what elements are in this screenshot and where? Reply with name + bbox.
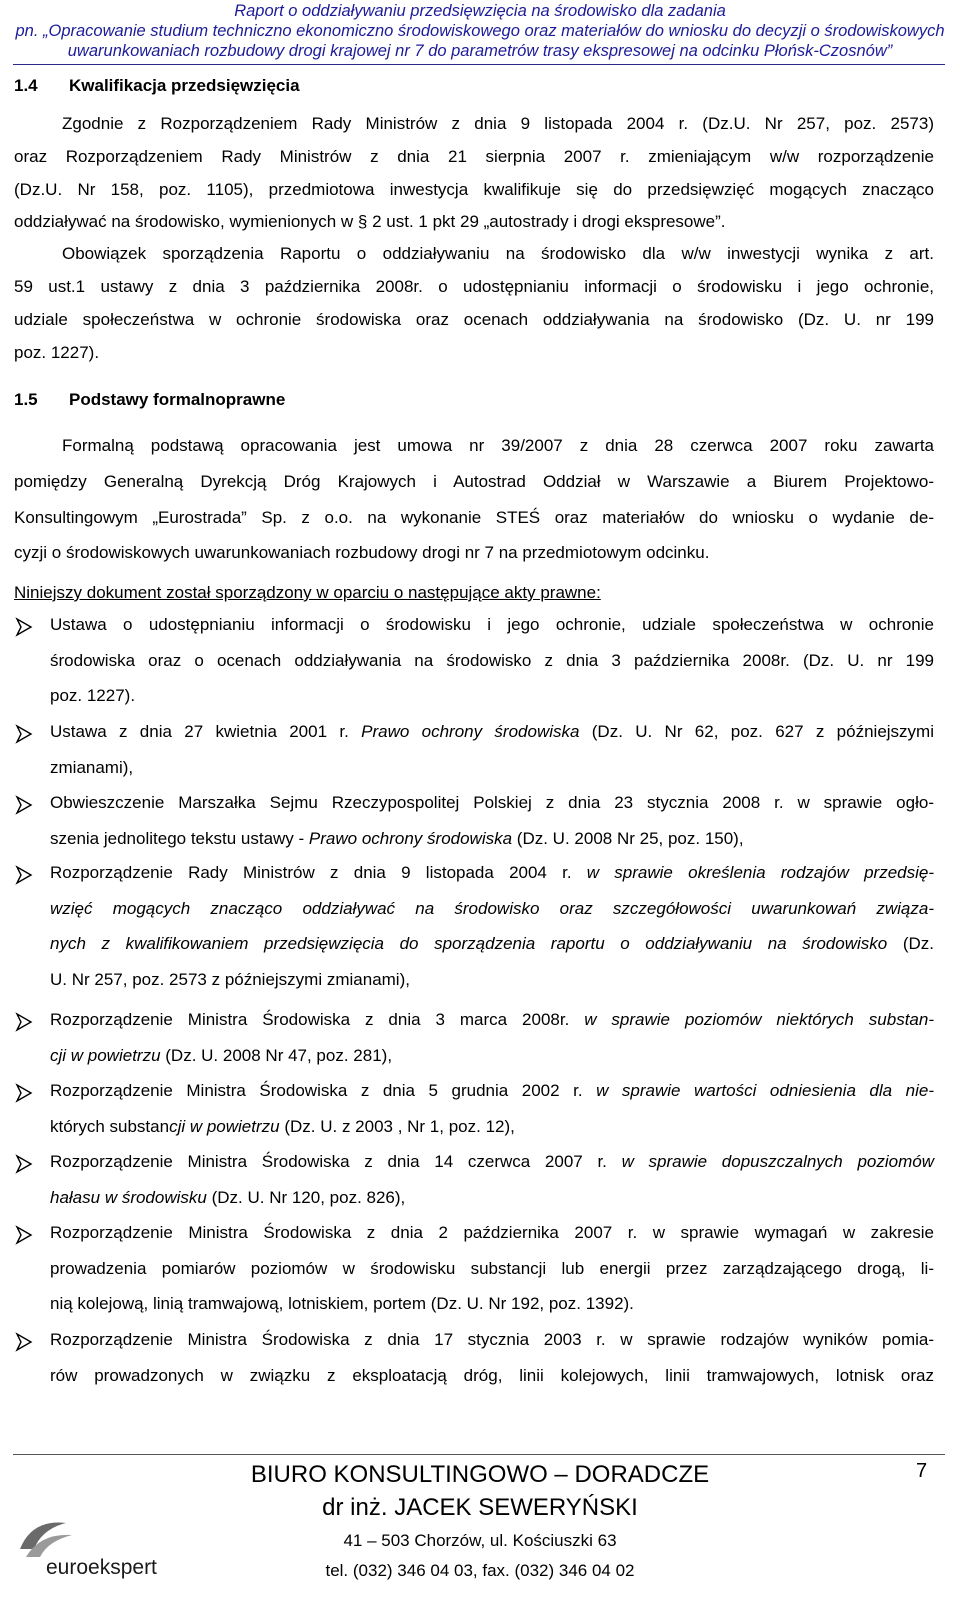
bullet-arrow-icon: [14, 1332, 34, 1352]
bullet-arrow-icon: [14, 795, 34, 815]
bullet-arrow-icon: [14, 865, 34, 885]
act-line: hałasu w środowisku (Dz. U. Nr 120, poz. 826),: [50, 1187, 406, 1207]
section-1-4-heading: [14, 76, 300, 96]
paragraph-line: oddziaływać na środowisko, wymienionych w § 2 ust. 1 pkt 29 „autostrady i drogi ekspresowe”.: [14, 212, 726, 231]
act-line: Ustawa o udostępnianiu informacji o środowisku i jego ochronie, udziale społeczeństwa w ochronie: [50, 615, 934, 634]
act-line: Ustawa z dnia 27 kwietnia 2001 r. Prawo ochrony środowiska (Dz. U. Nr 62, poz. 627 z późniejszymi: [50, 722, 934, 741]
paragraph-line: (Dz.U. Nr 158, poz. 1105), przedmiotowa inwestycja kwalifikuje się do przedsięwzięć mogących znacząco: [14, 180, 934, 199]
footer-phone: tel. (032) 346 04 03, fax. (032) 346 04 02: [325, 1561, 635, 1580]
page-number: 7: [916, 1460, 928, 1482]
act-line: cji w powietrzu (Dz. U. 2008 Nr 47, poz. 281),: [50, 1045, 393, 1065]
paragraph-line: 59 ust.1 ustawy z dnia 3 października 2008r. o udostępnianiu informacji o środowisku i jego ochronie,: [14, 277, 934, 296]
paragraph-line: pomiędzy Generalną Dyrekcją Dróg Krajowych i Autostrad Oddział w Warszawie a Biurem Projektowo-: [14, 472, 934, 491]
section-number: 1.5: [14, 390, 38, 409]
paragraph-line: udziale społeczeństwa w ochronie środowiska oraz ocenach oddziaływania na środowisko (Dz. U. nr 199: [14, 310, 934, 329]
header-line-3: uwarunkowaniach rozbudowy drogi krajowej nr 7 do parametrów trasy ekspresowej na odcinku Płońsk-Czosnów”: [67, 42, 893, 60]
header-rule: [13, 64, 945, 65]
act-line: Obwieszczenie Marszałka Sejmu Rzeczypospolitej Polskiej z dnia 23 stycznia 2008 r. w sprawie ogło-: [50, 793, 934, 812]
section-title: Podstawy formalnoprawne: [69, 390, 286, 409]
bullet-arrow-icon: [14, 724, 34, 744]
section-number: 1.4: [14, 76, 38, 95]
act-line: zmianami),: [50, 757, 134, 777]
footer-rule: [13, 1454, 945, 1455]
section-1-5-heading: [14, 390, 285, 410]
acts-list-intro: Niniejszy dokument został sporządzony w oparciu o następujące akty prawne:: [14, 583, 601, 602]
act-line: których substancji w powietrzu (Dz. U. z 2003 , Nr 1, poz. 12),: [50, 1116, 515, 1136]
act-line: Rozporządzenie Ministra Środowiska z dnia 17 stycznia 2003 r. w sprawie rodzajów wyników pomia-: [50, 1330, 934, 1349]
footer-person: dr inż. JACEK SEWERYŃSKI: [322, 1494, 638, 1521]
act-line: Rozporządzenie Ministra Środowiska z dnia 3 marca 2008r. w sprawie poziomów niektórych substan-: [50, 1010, 935, 1029]
paragraph-line: poz. 1227).: [14, 343, 100, 362]
paragraph-line: Formalną podstawą opracowania jest umowa nr 39/2007 z dnia 28 czerwca 2007 roku zawarta: [62, 436, 934, 455]
act-line: nych z kwalifikowaniem przedsięwzięcia do sporządzenia raportu o oddziaływaniu na środowisko (Dz.: [50, 934, 934, 953]
act-line: nią kolejową, linią tramwajową, lotniskiem, portem (Dz. U. Nr 192, poz. 1392).: [50, 1294, 634, 1313]
paragraph-line: cyzji o środowiskowych uwarunkowaniach rozbudowy drogi nr 7 na przedmiotowym odcinku.: [14, 543, 710, 562]
bullet-arrow-icon: [14, 1225, 34, 1245]
act-line: środowiska oraz o ocenach oddziaływania na środowisko z dnia 3 października 2008r. (Dz. U. nr 199: [50, 650, 934, 670]
act-line: Rozporządzenie Ministra Środowiska z dnia 14 czerwca 2007 r. w sprawie dopuszczalnych poziomów: [50, 1152, 934, 1171]
bullet-arrow-icon: [14, 1012, 34, 1032]
paragraph-line: oraz Rozporządzeniem Rady Ministrów z dnia 21 sierpnia 2007 r. zmieniającym w/w rozporządzenie: [14, 147, 934, 166]
footer-address: 41 – 503 Chorzów, ul. Kościuszki 63: [343, 1531, 617, 1550]
act-line: wzięć mogących znacząco oddziaływać na środowisko oraz szczegółowości uwarunkowań związa-: [50, 898, 934, 918]
act-line: Rozporządzenie Ministra Środowiska z dnia 2 października 2007 r. w sprawie wymagań w zakresie: [50, 1223, 934, 1242]
act-line: U. Nr 257, poz. 2573 z późniejszymi zmianami),: [50, 969, 410, 989]
paragraph-line: Konsultingowym „Eurostrada” Sp. z o.o. na wykonanie STEŚ oraz materiałów do wniosku o wydanie de-: [14, 508, 934, 527]
bullet-arrow-icon: [14, 617, 34, 637]
act-line: prowadzenia pomiarów poziomów w środowisku substancji lub energii przez zarządzającego drogą, li-: [50, 1258, 934, 1278]
header-line-1: Raport o oddziaływaniu przedsięwzięcia na środowisko dla zadania: [234, 2, 726, 20]
act-line: szenia jednolitego tekstu ustawy - Prawo ochrony środowiska (Dz. U. 2008 Nr 25, poz. 150),: [50, 828, 744, 848]
header-line-2: pn. „Opracowanie studium techniczno ekonomiczno środowiskowego oraz materiałów do wniosku do decyzji o środowiskowych: [15, 22, 945, 40]
act-line: rów prowadzonych w związku z eksploatacją dróg, linii kolejowych, linii tramwajowych, lotnisk oraz: [50, 1365, 934, 1385]
bullet-arrow-icon: [14, 1083, 34, 1103]
bullet-arrow-icon: [14, 1154, 34, 1174]
act-line: Rozporządzenie Ministra Środowiska z dnia 5 grudnia 2002 r. w sprawie wartości odniesienia dla nie-: [50, 1081, 934, 1100]
act-line: Rozporządzenie Rady Ministrów z dnia 9 listopada 2004 r. w sprawie określenia rodzajów przedsię-: [50, 863, 935, 882]
footer-company: BIURO KONSULTINGOWO – DORADCZE: [250, 1461, 710, 1488]
paragraph-line: Obowiązek sporządzenia Raportu o oddziaływaniu na środowisko dla w/w inwestycji wynika z art.: [62, 244, 934, 263]
paragraph-line: Zgodnie z Rozporządzeniem Rady Ministrów z dnia 9 listopada 2004 r. (Dz.U. Nr 257, poz. 2573): [62, 114, 934, 133]
logo-text: euroekspert: [46, 1556, 157, 1579]
act-line: poz. 1227).: [50, 686, 136, 705]
section-title: Kwalifikacja przedsięwzięcia: [69, 76, 300, 95]
